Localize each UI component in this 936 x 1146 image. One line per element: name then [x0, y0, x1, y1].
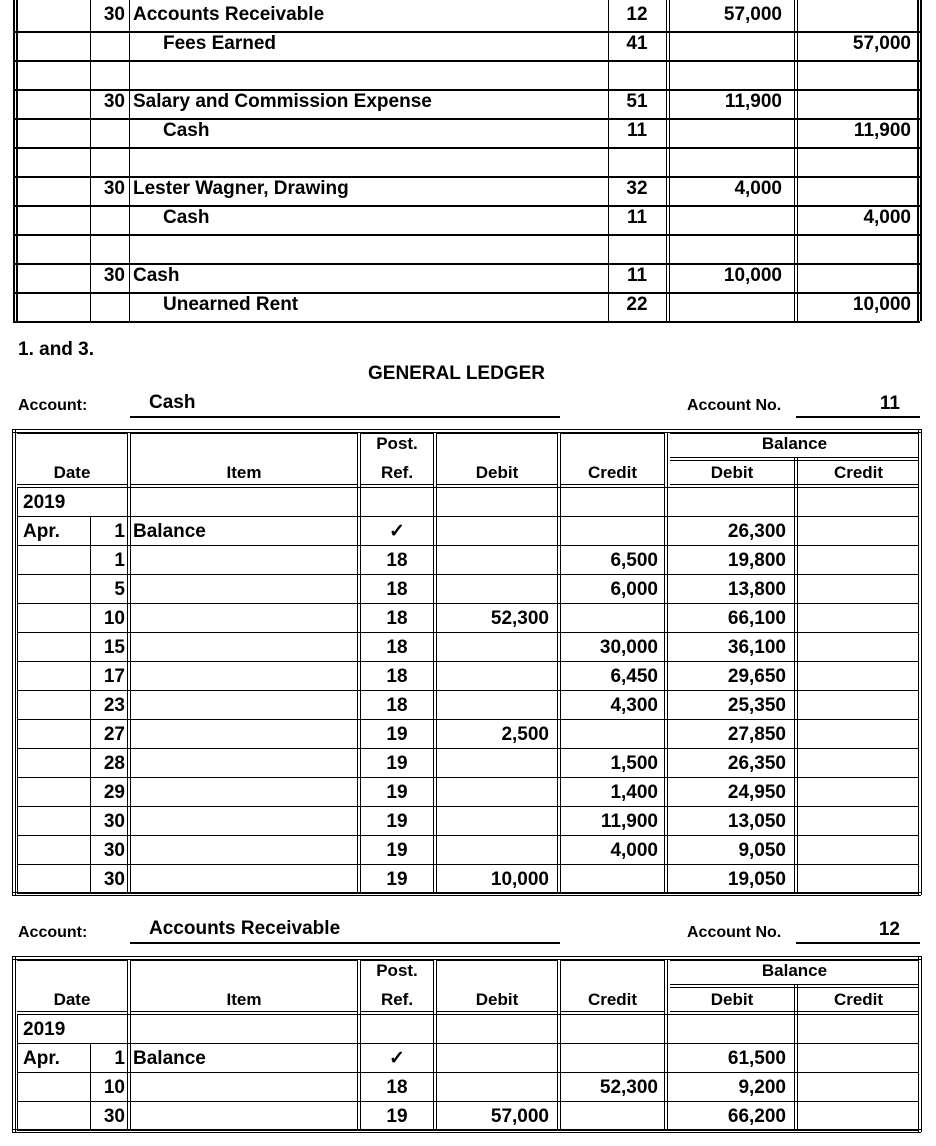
account-no-label: Account No. [687, 924, 782, 941]
header-ref: Ref. [380, 463, 414, 482]
row-line [17, 806, 918, 807]
header-date: Date [53, 990, 91, 1009]
border-left [15, 429, 16, 895]
column-line [436, 960, 437, 1130]
ledger-day: 15 [103, 637, 125, 658]
border-bottom [12, 895, 921, 896]
ledger-day: 10 [103, 1077, 125, 1098]
ledger-month: 2019 [23, 492, 66, 513]
journal-post-ref: 51 [626, 91, 648, 112]
header-credit: Credit [587, 463, 638, 482]
column-line [433, 433, 434, 893]
header-box-line [361, 1011, 433, 1012]
header-debit: Debit [475, 463, 519, 482]
column-line [127, 960, 128, 1130]
bottom-line [13, 321, 920, 323]
ledger-item: Balance [133, 521, 206, 542]
journal-date: 30 [103, 4, 125, 25]
ledger-credit: 1,400 [610, 782, 658, 803]
ledger-balance-debit: 19,800 [727, 550, 786, 571]
ledger-post-ref: 19 [386, 840, 408, 861]
account-no-label: Account No. [687, 397, 782, 414]
row-line [17, 1072, 918, 1073]
ledger-post-ref: 18 [386, 637, 408, 658]
journal-description: Lester Wagner, Drawing [133, 178, 349, 199]
row-line [17, 603, 918, 604]
ledger-credit: 6,450 [610, 666, 658, 687]
row-line [17, 748, 918, 749]
journal-post-ref: 11 [626, 265, 648, 286]
ledger-post-ref: ✓ [389, 1048, 405, 1069]
header-box-line [561, 1011, 664, 1012]
header-box-line [131, 960, 357, 961]
journal-credit: 11,900 [853, 120, 911, 141]
ledger-day: 1 [114, 1048, 125, 1069]
header-balance-credit: Credit [833, 463, 884, 482]
row-line [15, 60, 920, 62]
header-credit: Credit [587, 990, 638, 1009]
journal-description: Unearned Rent [163, 294, 299, 315]
header-box-line [131, 433, 357, 434]
column-line [797, 457, 798, 893]
ledger-day: 23 [103, 695, 125, 716]
journal-description: Cash [163, 120, 210, 141]
row-line [17, 545, 918, 546]
border-right [917, 0, 919, 321]
account-number: 11 [879, 393, 900, 414]
ledger-debit: 2,500 [501, 724, 549, 745]
row-line [17, 835, 918, 836]
ledger-credit: 30,000 [599, 637, 658, 658]
column-line [664, 433, 665, 893]
border-right [918, 956, 919, 1132]
ledger-post-ref: 19 [386, 1106, 408, 1127]
border-top [12, 429, 921, 430]
row-line [17, 632, 918, 633]
ledger-credit: 1,500 [610, 753, 658, 774]
header-box-line [17, 433, 127, 434]
border-left [12, 956, 13, 1132]
ledger-post-ref: ✓ [389, 521, 405, 542]
journal-description: Cash [133, 265, 180, 286]
ledger-balance-debit: 25,350 [727, 695, 786, 716]
ledger-item: Balance [133, 1048, 206, 1069]
header-balance-debit: Debit [710, 463, 754, 482]
account-name-underline [130, 942, 560, 944]
account-number: 12 [878, 919, 900, 940]
journal-date: 30 [103, 265, 125, 286]
header-box-line [131, 1011, 357, 1012]
column-line [667, 960, 668, 1130]
section-label: 1. and 3. [18, 339, 95, 360]
account-label: Account: [18, 924, 88, 941]
ledger-title: GENERAL LEDGER [368, 363, 546, 384]
border-top [12, 956, 921, 957]
column-line [557, 960, 558, 1130]
account-name-underline [130, 416, 560, 418]
header-post: Post. [376, 961, 418, 980]
border-right [921, 956, 922, 1132]
journal-credit: 10,000 [852, 294, 911, 315]
ledger-day: 30 [103, 811, 125, 832]
journal-post-ref: 11 [626, 120, 648, 141]
ledger-post-ref: 19 [386, 724, 408, 745]
ledger-credit: 52,300 [599, 1077, 658, 1098]
border-left [15, 956, 16, 1132]
journal-description: Accounts Receivable [133, 4, 325, 25]
ledger-credit: 6,500 [610, 550, 658, 571]
column-line [560, 960, 561, 1130]
ledger-day: 5 [114, 579, 125, 600]
account-name: Cash [149, 392, 196, 413]
column-line [794, 457, 795, 893]
header-box-line [561, 960, 664, 961]
header-box-line [131, 484, 357, 485]
journal-description: Cash [163, 207, 210, 228]
header-item: Item [226, 463, 262, 482]
ledger-credit: 4,300 [610, 695, 658, 716]
ledger-balance-debit: 13,050 [727, 811, 786, 832]
border-bottom [12, 1132, 921, 1133]
column-line [357, 433, 358, 893]
ledger-day: 10 [103, 608, 125, 629]
header-ref: Ref. [380, 990, 414, 1009]
journal-post-ref: 12 [626, 4, 648, 25]
journal-description: Fees Earned [163, 33, 276, 54]
header-balance-debit: Debit [710, 990, 754, 1009]
header-date: Date [53, 463, 91, 482]
header-item: Item [226, 990, 262, 1009]
ledger-balance-debit: 61,500 [727, 1048, 786, 1069]
column-line [664, 960, 665, 1130]
journal-debit: 11,900 [724, 91, 782, 112]
journal-post-ref: 41 [626, 33, 648, 54]
journal-description: Salary and Commission Expense [133, 91, 432, 112]
row-line [17, 487, 918, 488]
ledger-balance-debit: 66,100 [727, 608, 786, 629]
ledger-day: 1 [114, 550, 125, 571]
ledger-post-ref: 19 [386, 782, 408, 803]
header-box-line [437, 433, 557, 434]
row-line [17, 864, 918, 865]
ledger-day: 1 [114, 521, 125, 542]
account-number-underline [796, 942, 920, 944]
journal-date: 30 [103, 178, 125, 199]
row-line [17, 661, 918, 662]
journal-post-ref: 22 [626, 294, 648, 315]
ledger-balance-debit: 13,800 [727, 579, 786, 600]
row-line [17, 777, 918, 778]
ledger-post-ref: 18 [386, 695, 408, 716]
column-line [130, 433, 131, 893]
journal-credit: 4,000 [863, 207, 911, 228]
header-box-line [561, 484, 664, 485]
ledger-post-ref: 19 [386, 753, 408, 774]
account-number-underline [796, 416, 920, 418]
ledger-day: 28 [103, 753, 125, 774]
row-line [17, 1014, 918, 1015]
header-box-line [17, 1011, 127, 1012]
journal-date: 30 [103, 91, 125, 112]
header-balance: Balance [761, 961, 828, 980]
ledger-balance-debit: 24,950 [727, 782, 786, 803]
header-balance-credit: Credit [833, 990, 884, 1009]
header-box-line [17, 960, 127, 961]
header-box-line [361, 484, 433, 485]
ledger-month: Apr. [23, 521, 60, 542]
ledger-post-ref: 18 [386, 550, 408, 571]
ledger-day: 30 [103, 840, 125, 861]
border-left [12, 429, 13, 895]
ledger-day: 29 [103, 782, 125, 803]
journal-debit: 4,000 [734, 178, 782, 199]
column-line [557, 433, 558, 893]
ledger-credit: 4,000 [610, 840, 658, 861]
inner-left [17, 487, 18, 893]
column-line [436, 433, 437, 893]
ledger-day: 30 [103, 869, 125, 890]
header-box-line [17, 484, 127, 485]
ledger-balance-debit: 26,350 [727, 753, 786, 774]
border-left [13, 0, 15, 321]
ledger-credit: 6,000 [610, 579, 658, 600]
header-balance: Balance [761, 434, 828, 453]
header-box-line [561, 433, 664, 434]
column-line [357, 960, 358, 1130]
header-debit: Debit [475, 990, 519, 1009]
border-right [921, 429, 922, 895]
ledger-debit: 57,000 [490, 1106, 549, 1127]
journal-debit: 57,000 [723, 4, 782, 25]
row-line [17, 719, 918, 720]
ledger-month: Apr. [23, 1048, 60, 1069]
column-line [667, 433, 668, 893]
ledger-post-ref: 18 [386, 666, 408, 687]
column-line [127, 433, 128, 893]
border-left [16, 0, 18, 321]
column-line [130, 960, 131, 1130]
ledger-post-ref: 19 [386, 811, 408, 832]
ledger-post-ref: 18 [386, 579, 408, 600]
header-box-line [437, 484, 557, 485]
journal-debit: 10,000 [723, 265, 782, 286]
row-line [17, 1043, 918, 1044]
ledger-debit: 10,000 [490, 869, 549, 890]
row-line [17, 1101, 918, 1102]
ledger-balance-debit: 26,300 [727, 521, 786, 542]
row-line [17, 893, 918, 894]
ledger-post-ref: 18 [386, 608, 408, 629]
ledger-balance-debit: 9,200 [738, 1077, 786, 1098]
header-post: Post. [376, 434, 418, 453]
ledger-day: 17 [103, 666, 125, 687]
column-line [794, 984, 795, 1130]
ledger-day: 27 [103, 724, 125, 745]
ledger-balance-debit: 27,850 [727, 724, 786, 745]
ledger-day: 30 [103, 1106, 125, 1127]
ledger-balance-debit: 36,100 [727, 637, 786, 658]
border-right [918, 429, 919, 895]
header-box-line [437, 960, 557, 961]
column-line [360, 960, 361, 1130]
account-name: Accounts Receivable [149, 918, 341, 939]
row-line [17, 690, 918, 691]
row-line [15, 147, 920, 149]
journal-post-ref: 11 [626, 207, 648, 228]
row-line [17, 574, 918, 575]
row-line [17, 1130, 918, 1131]
journal-post-ref: 32 [626, 178, 648, 199]
ledger-balance-debit: 29,650 [727, 666, 786, 687]
ledger-debit: 52,300 [490, 608, 549, 629]
ledger-balance-debit: 19,050 [727, 869, 786, 890]
column-line [794, 0, 795, 321]
ledger-post-ref: 19 [386, 869, 408, 890]
border-right [920, 0, 922, 321]
ledger-balance-debit: 66,200 [727, 1106, 786, 1127]
account-label: Account: [18, 397, 88, 414]
journal-credit: 57,000 [852, 33, 911, 54]
header-box-line [437, 1011, 557, 1012]
column-line [433, 960, 434, 1130]
ledger-post-ref: 18 [386, 1077, 408, 1098]
row-line [15, 234, 920, 236]
ledger-month: 2019 [23, 1019, 66, 1040]
ledger-credit: 11,900 [600, 811, 658, 832]
row-line [17, 516, 918, 517]
ledger-balance-debit: 9,050 [738, 840, 786, 861]
